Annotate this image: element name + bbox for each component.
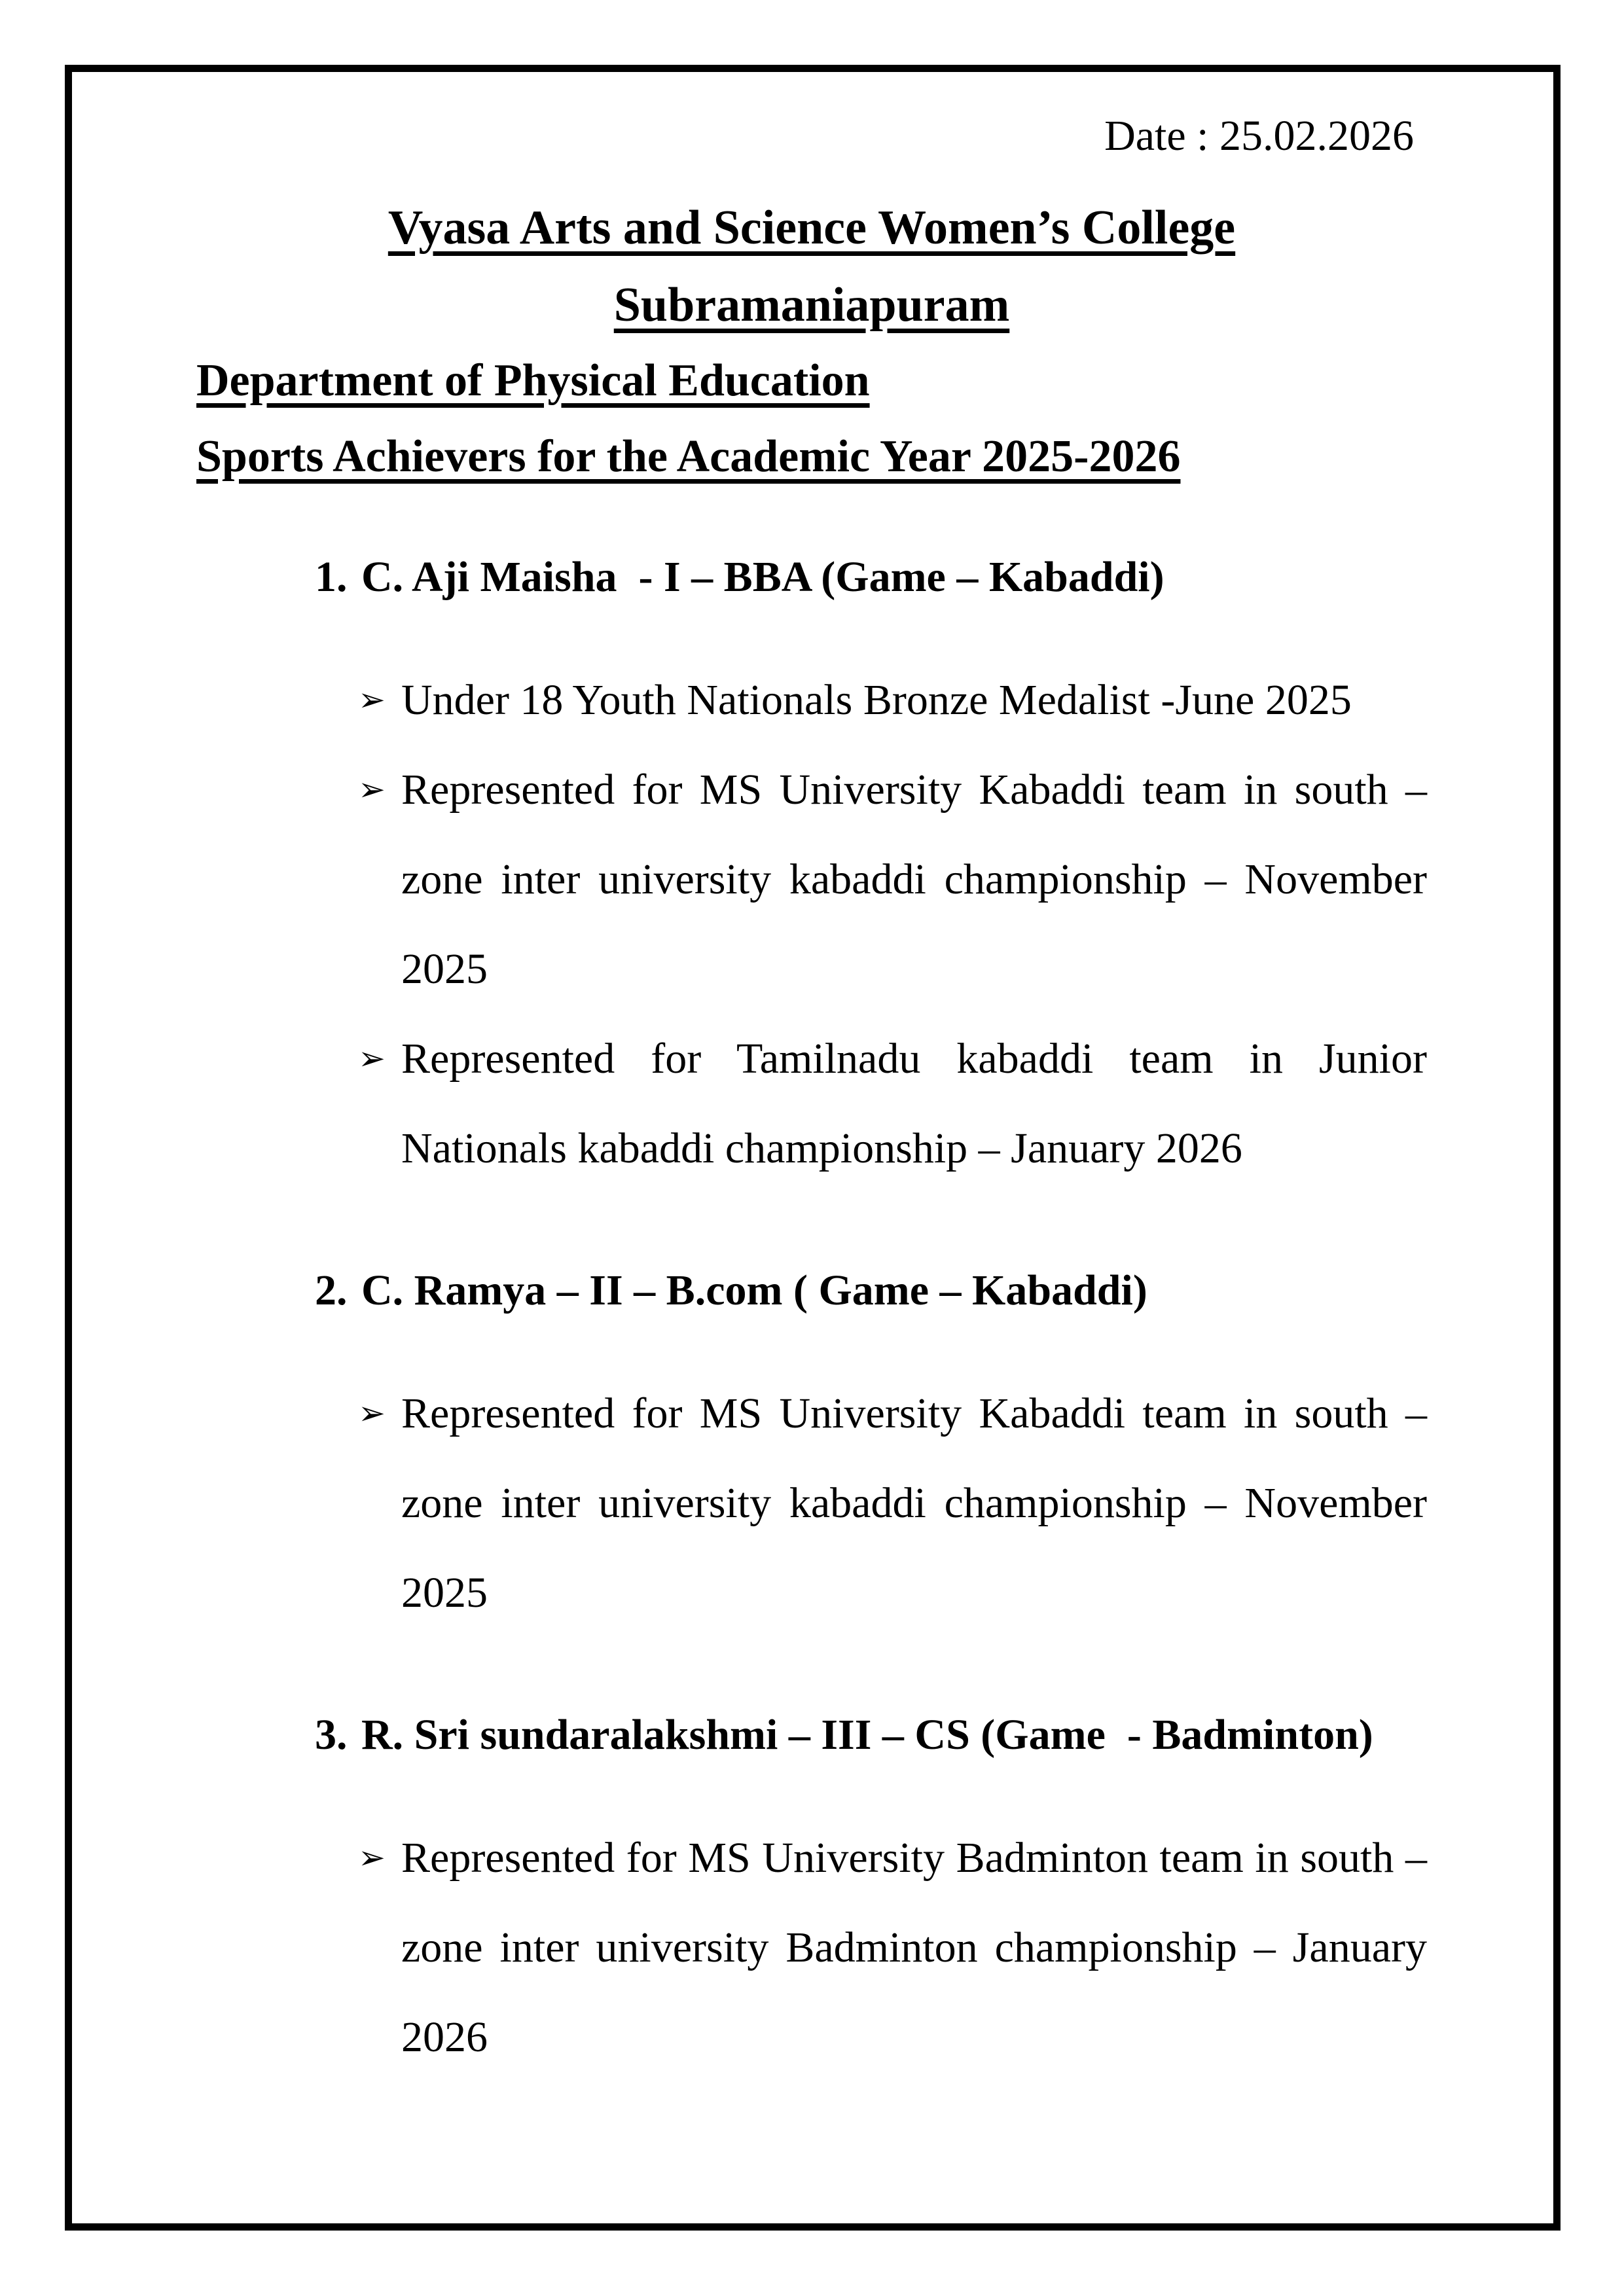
achiever-1-heading xyxy=(196,512,1427,642)
report-heading-text: Sports Achievers for the Academic Year 2025-2026 xyxy=(196,431,1181,482)
achiever-2-name: C. Ramya – II – B.com ( Game – Kabaddi) xyxy=(361,1266,1147,1314)
college-title-text: Vyasa Arts and Science Women’s College xyxy=(388,201,1236,255)
achievement-bullet xyxy=(358,1369,1427,1638)
achievement-bullet xyxy=(358,745,1427,1014)
department-heading xyxy=(196,355,1427,406)
achiever-3-number: 3. xyxy=(315,1711,348,1759)
achiever-item-3 xyxy=(196,1670,1427,2082)
achievement-bullet xyxy=(358,655,1427,745)
achievement-text: Represented for MS University Kabaddi team in south – zone inter university kabaddi championship – November 2025 xyxy=(401,1390,1427,1617)
college-subtitle xyxy=(196,278,1427,332)
college-subtitle-text: Subramaniapuram xyxy=(613,278,1010,332)
department-heading-text: Department of Physical Education xyxy=(196,355,870,406)
college-title xyxy=(196,201,1427,255)
report-heading xyxy=(196,431,1427,482)
achiever-3-name: R. Sri sundaralakshmi – III – CS (Game - Badminton) xyxy=(361,1711,1373,1759)
arrow-bullet-icon: ➢ xyxy=(358,681,386,719)
achiever-item-2 xyxy=(196,1226,1427,1638)
achiever-3-heading xyxy=(196,1670,1427,1800)
achievement-bullet xyxy=(358,1813,1427,2082)
arrow-bullet-icon: ➢ xyxy=(358,770,386,808)
achievement-text: Represented for MS University Badminton team in south – zone inter university Badminton championship – January 2026 xyxy=(401,1834,1427,2061)
date-line: Date : 25.02.2026 xyxy=(1104,112,1414,160)
achiever-1-number: 1. xyxy=(315,553,348,601)
achiever-1-name: C. Aji Maisha - I – BBA (Game – Kabaddi) xyxy=(361,553,1164,601)
achiever-item-1 xyxy=(196,512,1427,1193)
arrow-bullet-icon: ➢ xyxy=(358,1839,386,1876)
achiever-2-number: 2. xyxy=(315,1266,348,1314)
achievement-text: Represented for Tamilnadu kabaddi team in Junior Nationals kabaddi championship – January 2026 xyxy=(401,1035,1427,1172)
achievement-bullet xyxy=(358,1014,1427,1193)
achievement-text: Represented for MS University Kabaddi team in south – zone inter university kabaddi championship – November 2025 xyxy=(401,766,1427,993)
achievement-text: Under 18 Youth Nationals Bronze Medalist -June 2025 xyxy=(401,676,1352,724)
arrow-bullet-icon: ➢ xyxy=(358,1394,386,1432)
arrow-bullet-icon: ➢ xyxy=(358,1039,386,1077)
document-body xyxy=(196,112,1427,2082)
achiever-2-heading xyxy=(196,1226,1427,1355)
